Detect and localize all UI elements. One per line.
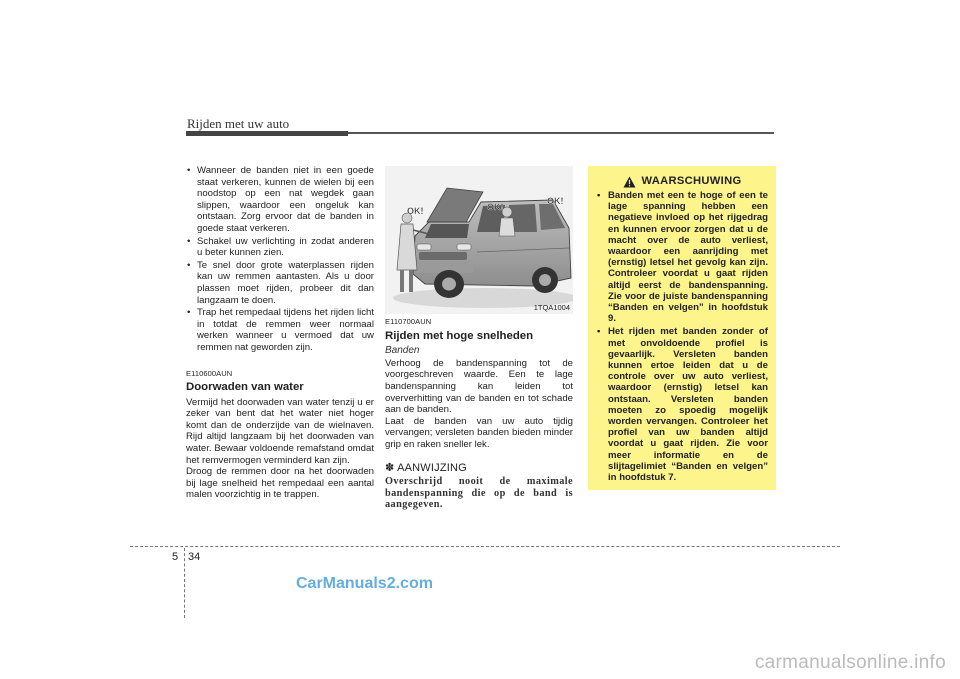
- van-drawing: [385, 166, 573, 314]
- middle-column: [385, 316, 573, 510]
- chapter-number: 5: [172, 551, 179, 563]
- list-item: • Wanneer de banden niet in een goede staat verkeren, kunnen de wielen bij een noodstop op een nat wegdek gaan slippen, waardoor een ongeluk kan ontstaan. Zorg ervoor dat de banden in goede staat verkeren.: [186, 165, 374, 235]
- list-item: • Trap het rempedaal tijdens het rijden licht in totdat de remmen weer normaal werken wanneer u vermoed dat uw remmen nat geworden zijn.: [186, 307, 374, 353]
- figure-code: 1TQA1004: [533, 303, 570, 312]
- section-heading: Rijden met hoge snelheden: [385, 329, 534, 342]
- watermark-link[interactable]: CarManuals2.com: [296, 575, 433, 592]
- header-rule-accent: [186, 131, 348, 136]
- paragraph: Vermijd het doorwaden van water tenzij u er zeker van bent dat het water niet hoger komt dan de onderzijde van de wielnaven. Rijd altijd langzaam bij het doorwaden van water. Bewaar voldoende remafstand omdat het remvermogen verminderd kan zijn.: [186, 396, 374, 466]
- page-number: 34: [188, 551, 201, 563]
- paragraph: Verhoog de bandenspanning tot de voorgeschreven waarde. Een te lage bandenspanning kan leiden tot oververhitting van de banden en tot schade aan de banden.: [385, 357, 573, 416]
- page-header-title: Rijden met uw auto: [187, 116, 290, 131]
- ok-label: OK!: [547, 196, 564, 206]
- left-bullet-list: [186, 165, 374, 354]
- watermark-text: carmanualsonline.info: [754, 652, 946, 673]
- ok-label: OK!: [407, 206, 424, 216]
- list-item: • Schakel uw verlichting in zodat anderen u beter kunnen zien.: [186, 236, 374, 259]
- footer-rule: [130, 546, 840, 547]
- note-text: Overschrijd nooit de maximale bandenspanning die op de band is aangegeven.: [385, 476, 573, 510]
- ok-label: OK!: [487, 202, 504, 212]
- subheading: Banden: [385, 345, 420, 357]
- warning-box: [588, 166, 776, 490]
- section-code: E110600AUN: [186, 368, 233, 378]
- warning-bullet-list: [596, 190, 768, 483]
- warning-title-row: [596, 176, 768, 188]
- paragraph: Droog de remmen door na het doorwaden bij lage snelheid het rempedaal een aantal malen voorzichtig in te trappen.: [186, 466, 374, 501]
- list-item: • Te snel door grote waterplassen rijden kan uw remmen aantasten. Als u door plassen moet rijden, probeer dit dan langzaam te doen.: [186, 260, 374, 306]
- list-item: • Het rijden met banden zonder of met onvoldoende profiel is gevaarlijk. Versleten banden kunnen ertoe leiden dat u de controle over uw auto verliest, waardoor (ernstig) letsel kan ontstaan. Versleten banden moeten zo spoedig mogelijk worden vervangen. Controleer het profiel van uw banden altijd voordat u gaat rijden. Zie voor meer informatie en de slijtagelimiet “Banden en velgen” in hoofdstuk 7.: [596, 326, 768, 483]
- paragraph: Laat de banden van uw auto tijdig vervangen; versleten banden bieden minder grip en raken sneller lek.: [385, 415, 573, 450]
- warning-title: WAARSCHUWING: [641, 175, 742, 188]
- section-code: E110700AUN: [385, 317, 432, 326]
- note-heading: [385, 463, 573, 475]
- list-item: • Banden met een te hoge of een te lage spanning hebben een negatieve invloed op het rijgedrag en kunnen ervoor zorgen dat u de macht over de auto verliest, waardoor een aanrijding met (ernstig) letsel het gevolg kan zijn. Controleer voordat u gaat rijden altijd eerst de bandenspanning. Zie voor de juiste bandenspanning “Banden en velgen” in hoofdstuk 9.: [596, 190, 768, 324]
- warning-triangle-icon: [623, 176, 636, 188]
- left-column: [186, 165, 374, 501]
- note-heading-label: AANWIJZING: [397, 461, 467, 474]
- note-mark-icon: ✽: [385, 461, 395, 474]
- section-heading: Doorwaden van water: [186, 381, 304, 394]
- van-illustration: [385, 166, 573, 314]
- footer-vertical-rule: [184, 548, 185, 618]
